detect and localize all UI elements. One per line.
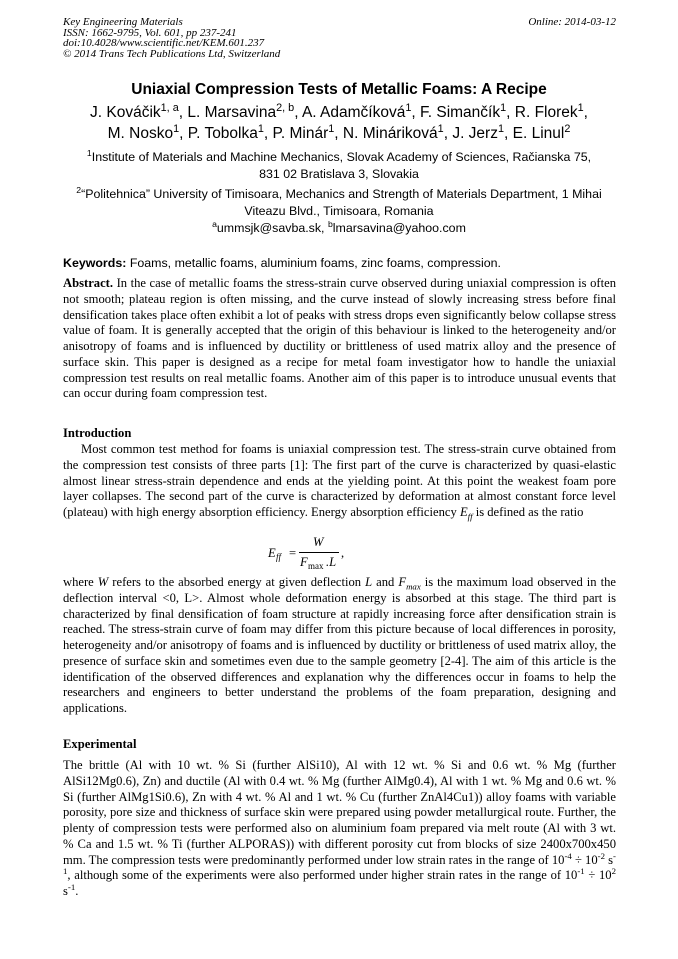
author-affiliation-mark: 1, a — [160, 101, 179, 114]
formula-lhs-sub: ff — [276, 552, 282, 562]
symbol-f: F — [398, 575, 407, 589]
paragraph-text: is defined as the ratio — [475, 505, 584, 519]
author-name: E. Linul — [512, 125, 565, 142]
exponent: -1 — [63, 850, 616, 877]
experimental-paragraph — [63, 758, 616, 900]
exponent: 2 — [611, 866, 616, 877]
section-heading-introduction: Introduction — [63, 426, 132, 440]
introduction-paragraph-1 — [63, 442, 616, 521]
exponent: -4 — [564, 850, 572, 861]
paragraph-text: where — [63, 575, 94, 589]
keywords-label: Keywords: — [63, 256, 127, 270]
author-name: P. Minár — [272, 125, 329, 142]
paragraph-text: refers to the absorbed energy at given deflection — [112, 575, 362, 589]
affiliation-mark: 1 — [86, 147, 92, 158]
author-name: A. Adamčíková — [301, 104, 406, 121]
symbol-w: W — [97, 575, 109, 589]
fraction-bar — [299, 552, 339, 553]
exponent: -1 — [67, 881, 76, 892]
paragraph-text: Most common test method for foams is uniaxial compression test. The stress-strain curve obtained from the compression test consists of three parts [1]: The first part of the curve is characterized by quasi-elastic almost linear stress-strain dependence and ends at the yielding point. At this point the weakest foam pore layer collapses. The second part of the curve is characterized by deformation at almost constant force level (plateau) with high energy absorption efficiency. Energy absorption efficiency — [63, 442, 616, 519]
author-name: J. Kováčik — [90, 104, 161, 121]
paper-title: Uniaxial Compression Tests of Metallic Foams: A Recipe — [131, 81, 547, 98]
formula-equals: = — [289, 546, 297, 560]
formula-denominator-sub: max — [308, 561, 324, 571]
author-affiliation-mark: 1 — [328, 122, 335, 135]
journal-header — [63, 17, 280, 59]
journal-name: Key Engineering Materials — [63, 16, 183, 28]
symbol-e: E — [459, 505, 468, 519]
author-name: F. Simančík — [420, 104, 501, 121]
doi-line[interactable]: doi:10.4028/www.scientific.net/KEM.601.237 — [63, 37, 265, 49]
author-affiliation-mark: 1 — [497, 122, 504, 135]
author-affiliation-mark: 2 — [564, 122, 571, 135]
affiliation-2 — [50, 186, 628, 220]
online-date: Online: 2014-03-12 — [528, 16, 616, 28]
affiliation-text: Institute of Materials and Machine Mechanics, Slovak Academy of Sciences, Račianska 75, — [91, 150, 592, 164]
issn-line: ISSN: 1662-9795, Vol. 601, pp 237-241 — [63, 26, 237, 39]
author-name: J. Jerz — [452, 125, 498, 142]
formula-lhs: E — [268, 546, 276, 560]
email-b-link[interactable]: lmarsavina@yahoo.com — [332, 221, 466, 235]
abstract-text: In the case of metallic foams the stress-strain curve observed during uniaxial compression is often not smooth; plateau region is often missing, and the curve instead of slowly increasing stress before final densification takes place often exhibit a lot of peaks with stress drops even significantly below collapse stress value of foam. It is generally accepted that the origin of this behaviour is linked to the heterogeneity and/or anisotropy of foams and is influenced by ductility or brittleness of used matrix alloy and the presence of surface skin. This paper is designed as a recipe for metal foam investigator how to handle the uniaxial compression test results on real metallic foams. Another aim of this paper is to introduce unusual events that can occur during foam compression test. — [63, 276, 616, 401]
keywords-text: Foams, metallic foams, aluminium foams, zinc foams, compression. — [129, 256, 501, 270]
author-line-2: M. Nosko$^1$, P. Tobolka$^1$, P. Minár$^1$, N. Mináriková$^1$, J. Jerz$^1$, E. Linul$^2$ — [107, 122, 571, 142]
affiliation-text: “Politehnica” University of Timisoara, Mechanics and Strength of Materials Department, 1 Mihai — [81, 187, 602, 201]
introduction-paragraph-2 — [63, 575, 616, 717]
affiliation-text: 831 02 Bratislava 3, Slovakia — [259, 167, 419, 181]
paragraph-text: . — [75, 884, 79, 898]
author-list — [40, 102, 638, 144]
author-affiliation-mark: 1 — [257, 122, 264, 135]
symbol-sub: ff — [467, 511, 473, 522]
author-affiliation-mark: 1 — [577, 101, 584, 114]
symbol-l: L — [365, 575, 373, 589]
paragraph-text: is the maximum load observed in the deflection interval <0, L>. Almost whole deformation energy is absorbed at this stage. The third part is characterized by final densification of foam structure at rapidly increasing force after densification strain is reached. The stress-strain curve of foam may differ from this picture because of local differences in porosity, heterogeneity and/or anisotropy of foams and is influenced by ductility or brittleness of used matrix alloy, the presence of surface skin and sometimes even due to the sample geometry [2-4]. The aim of this article is the identification of the observed differences and explanation why the differences occur in foams to help the researchers and engineers to better understand the problems of the foam preparation, designing and applications. — [63, 575, 616, 715]
affiliation-1 — [50, 149, 628, 183]
formula-comma: , — [341, 546, 345, 560]
paragraph-text: ÷ 10 — [571, 852, 598, 867]
copyright-line: © 2014 Trans Tech Publications Ltd, Switzerland — [63, 47, 281, 60]
author-name: L. Marsavina — [187, 104, 277, 121]
author-name: M. Nosko — [107, 125, 174, 142]
contact-emails — [0, 218, 678, 235]
formula-numerator: W — [313, 535, 324, 549]
author-affiliation-mark: 1 — [437, 122, 444, 135]
paragraph-text: s — [63, 884, 68, 898]
author-line-1: J. Kováčik$^{1, a}$, L. Marsavina$^{2, b}$, A. Adamčíková$^1$, F. Simančík$^1$, R. Florek$^1$, — [90, 101, 588, 121]
author-name: N. Mináriková — [342, 125, 438, 142]
paragraph-text: , although some of the experiments were also performed under higher strain rates in the range of 10 — [67, 868, 578, 883]
efficiency-formula — [0, 533, 678, 573]
section-heading-experimental: Experimental — [63, 737, 137, 751]
exponent: -1 — [577, 866, 585, 877]
abstract — [63, 276, 616, 402]
symbol-sub: max — [406, 581, 421, 592]
abstract-label: Abstract. — [63, 276, 114, 290]
formula-denominator-rest: .L — [326, 555, 337, 569]
paragraph-text: s — [604, 852, 614, 867]
paragraph-text: The brittle (Al with 10 wt. % Si (further AlSi10), Al with 12 wt. % Si and 0.6 wt. % Mg (further AlSi12Mg0.6), Zn) and ductile (Al with 0.4 wt. % Mg (further AlMg0.4), Al with 1 wt. % Mg and 0.6 wt. % Si (further AlMg1Si0.6), Zn with 4 wt. % Al and 1 wt. % Cu (further ZnAl4Cu1)) alloy foams with variable porosity, pore size and thickness of surface skin were prepared using powder metallurgical route. Further, the plenty of compression tests were performed also on aluminium foam prepared via melt route (Al with 3 wt. % Ca and 1.5 wt. % Ti (further ALPORAS)) with different porosity cut from blocks of size 2400x700x450 mm. The compression tests were predominantly performed under low strain rates in the range of 10 — [63, 758, 616, 867]
email-mark: b — [327, 218, 333, 229]
paragraph-text: ÷ 10 — [584, 868, 612, 883]
affiliation-mark: 2 — [76, 184, 82, 195]
author-affiliation-mark: 1 — [173, 122, 180, 135]
email-a-link[interactable]: ummsjk@savba.sk, — [216, 221, 325, 235]
author-affiliation-mark: 1 — [405, 101, 412, 114]
affiliation-text: Viteazu Blvd., Timisoara, Romania — [244, 204, 434, 218]
exponent: -2 — [597, 850, 605, 861]
paragraph-text: and — [376, 575, 395, 589]
author-name: P. Tobolka — [187, 125, 258, 142]
author-name: R. Florek — [514, 104, 578, 121]
email-mark: a — [212, 218, 217, 229]
author-affiliation-mark: 2, b — [276, 101, 295, 114]
author-affiliation-mark: 1 — [500, 101, 507, 114]
keywords — [63, 256, 623, 270]
formula-denominator-f: F — [300, 555, 308, 569]
